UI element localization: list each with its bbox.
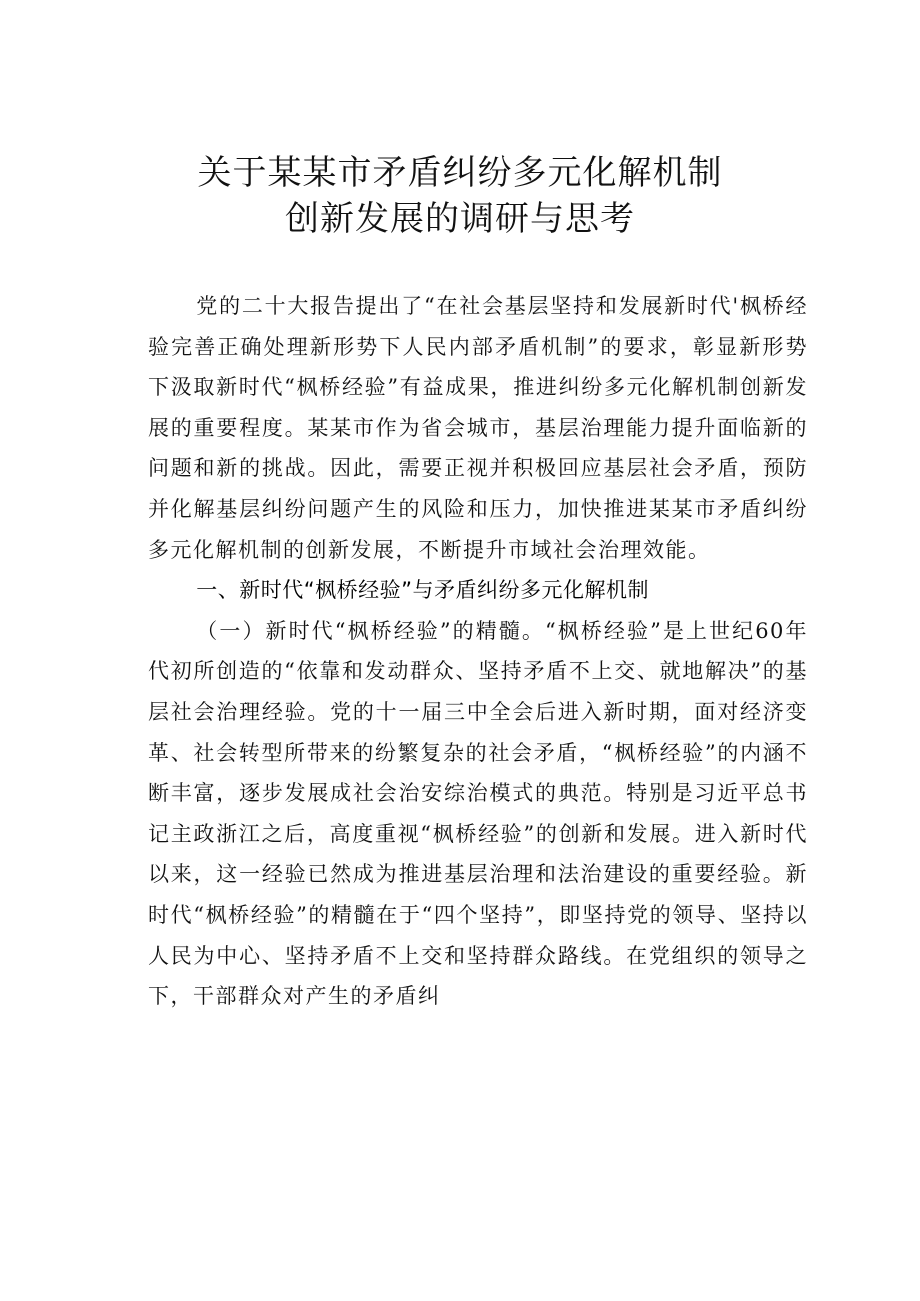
intro-paragraph: 党的二十大报告提出了“在社会基层坚持和发展新时代'枫桥经验完善正确处理新形势下人民内部矛盾机制”的要求，彰显新形势下汲取新时代“枫桥经验”有益成果，推进纠纷多元化解机制创新发展的重要程度。某某市作为省会城市，基层治理能力提升面临新的问题和新的挑战。因此，需要正视并积极回应基层社会矛盾，预防并化解基层纠纷问题产生的风险和压力，加快推进某某市矛盾纠纷多元化解机制的创新发展，不断提升市域社会治理效能。: [148, 294, 808, 562]
document-title: [0, 150, 920, 242]
document-body: [148, 286, 808, 1017]
title-line-2: 创新发展的调研与思考: [285, 199, 635, 239]
section-1-heading: 一、新时代“枫桥经验”与矛盾纠纷多元化解机制: [196, 578, 650, 603]
title-line-1: 关于某某市矛盾纠纷多元化解机制: [197, 153, 723, 193]
section-1-paragraph: （一）新时代“枫桥经验”的精髓。“枫桥经验”是上世纪60年代初所创造的“依靠和发动群众、坚持矛盾不上交、就地解决”的基层社会治理经验。党的十一届三中全会后进入新时期，面对经济变革、社会转型所带来的纷繁复杂的社会矛盾，“枫桥经验”的内涵不断丰富，逐步发展成社会治安综治模式的典范。特别是习近平总书记主政浙江之后，高度重视“枫桥经验”的创新和发展。进入新时代以来，这一经验已然成为推进基层治理和法治建设的重要经验。新时代“枫桥经验”的精髓在于“四个坚持”，即坚持党的领导、坚持以人民为中心、坚持矛盾不上交和坚持群众路线。在党组织的领导之下，干部群众对产生的矛盾纠: [148, 618, 808, 1009]
